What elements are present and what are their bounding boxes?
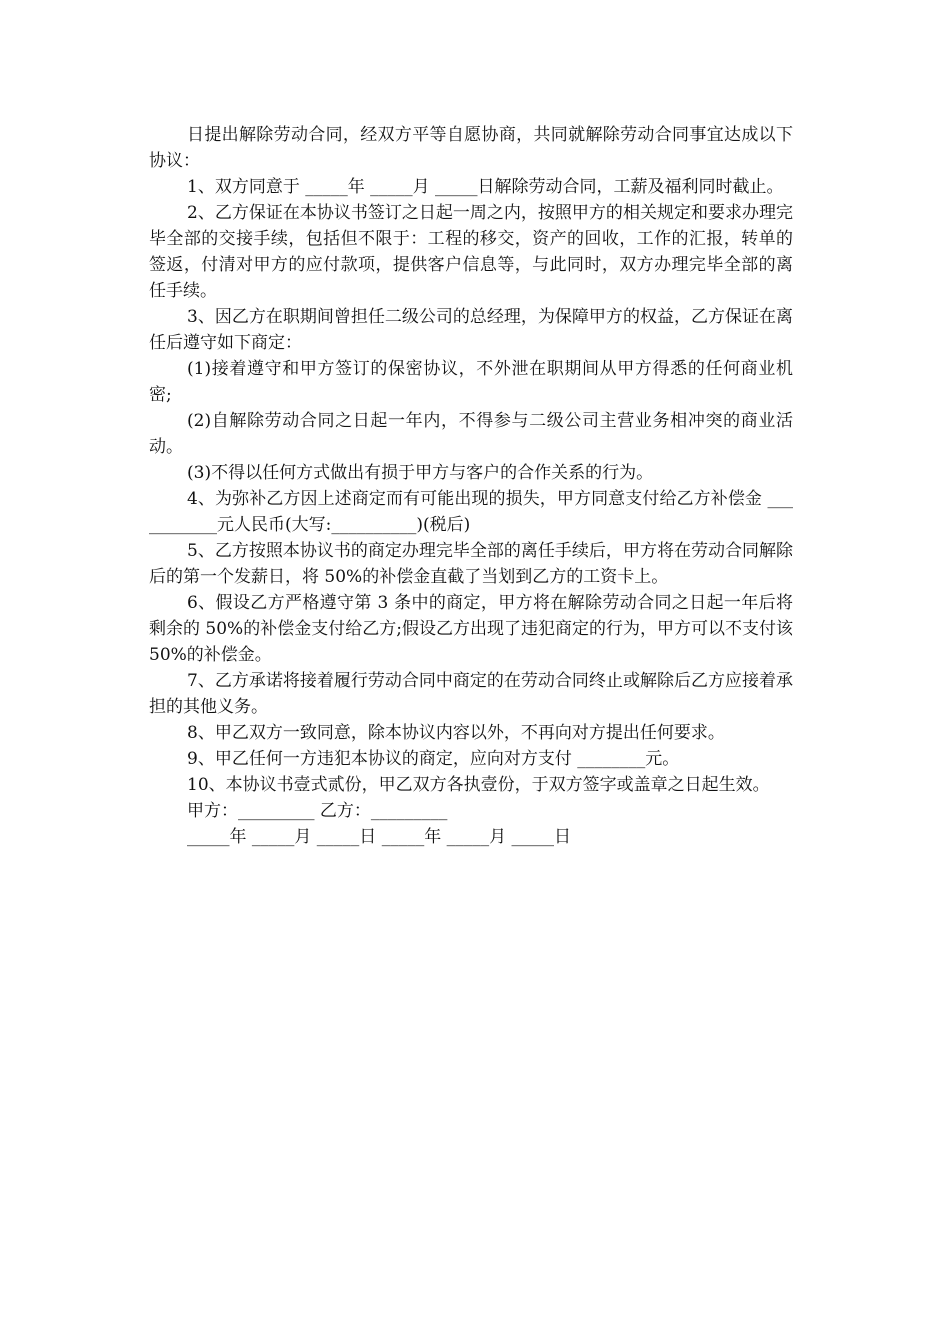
clause-1-termination-date: 1、双方同意于 _____年 _____月 _____日解除劳动合同，工薪及福利同时截止。 [187,177,784,197]
clause-5-first-payment: 5、乙方按照本协议书的商定办理完毕全部的离任手续后，甲方将在劳动合同解除后的第一个发薪日，将 50%的补偿金直截了当划到乙方的工资卡上。 [149,541,793,587]
clause-8-no-further-claims: 8、甲乙双方一致同意，除本协议内容以外，不再向对方提出任何要求。 [187,723,725,743]
clause-10-effectiveness: 10、本协议书壹式贰份，甲乙双方各执壹份，于双方签字或盖章之日起生效。 [187,775,770,795]
clause-7-other-duties: 7、乙方承诺将接着履行劳动合同中商定的在劳动合同终止或解除后乙方应接着承担的其他义务。 [149,671,793,717]
clause-9-breach-penalty: 9、甲乙任何一方违犯本协议的商定，应向对方支付 ________元。 [187,749,680,769]
clause-6-remaining-payment: 6、假设乙方严格遵守第 3 条中的商定，甲方将在解除劳动合同之日起一年后将剩余的 50%的补偿金支付给乙方;假设乙方出现了违犯商定的行为，甲方可以不支付该 50%的补偿金。 [149,593,799,665]
clause-3-obligations: 3、因乙方在职期间曾担任二级公司的总经理，为保障甲方的权益，乙方保证在离任后遵守如下商定： [149,307,793,353]
clause-3-item-2: (2)自解除劳动合同之日起一年内，不得参与二级公司主营业务相冲突的商业活动。 [149,411,793,457]
signature-line: 甲方：_________ 乙方：_________ [187,801,448,821]
contract-body [149,122,799,850]
clause-3-item-3: (3)不得以任何方式做出有损于甲方与客户的合作关系的行为。 [187,463,654,483]
clause-2-handover: 2、乙方保证在本协议书签订之日起一周之内，按照甲方的相关规定和要求办理完毕全部的交接手续，包括但不限于：工程的移交，资产的回收，工作的汇报，转单的签返，付清对甲方的应付款项，提供客户信息等，与此同时，双方办理完毕全部的离任手续。 [149,203,793,301]
clause-4-compensation: 4、为弥补乙方因上述商定而有可能出现的损失，甲方同意支付给乙方补偿金 ___________元人民币(大写:__________)(税后) [149,489,793,535]
clause-3-item-1: (1)接着遵守和甲方签订的保密协议，不外泄在职期间从甲方得悉的任何商业机密; [149,359,793,405]
date-line: _____年 _____月 _____日 _____年 _____月 _____日 [187,827,572,847]
intro-paragraph: 日提出解除劳动合同，经双方平等自愿协商，共同就解除劳动合同事宜达成以下协议： [149,125,793,171]
